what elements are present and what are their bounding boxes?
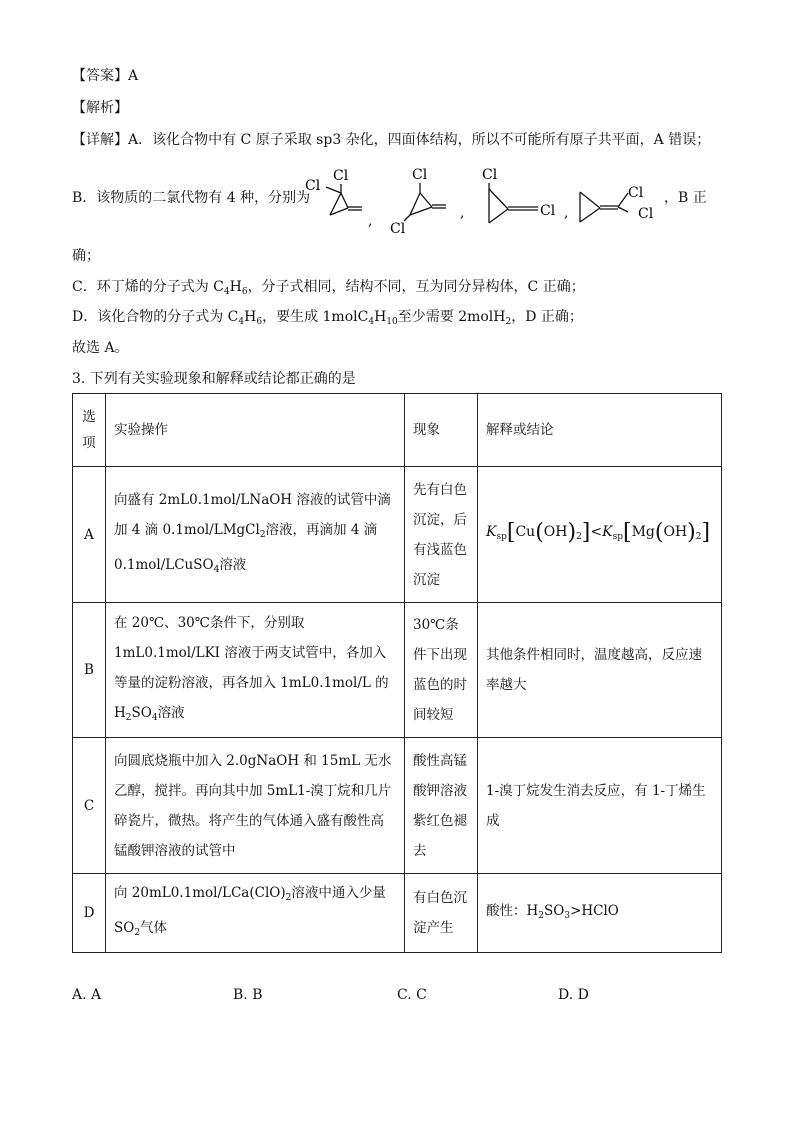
question-title: 3. 下列有关实验现象和解释或结论都正确的是 (72, 371, 356, 387)
cl-label: Cl (638, 206, 654, 222)
subscript: 2 (134, 928, 141, 938)
detail-b-suffix: ，B 正 (664, 190, 707, 206)
text: < (590, 524, 603, 540)
detail-label: 【详解】 (72, 132, 128, 148)
cl-label: Cl (333, 168, 349, 184)
conclusion-cell (478, 467, 722, 603)
subscript: 6 (241, 287, 248, 297)
answer-line (72, 66, 138, 86)
subscript: 10 (386, 317, 398, 327)
table-row (73, 467, 722, 603)
operation-cell (106, 874, 405, 953)
text: 气体 (140, 920, 168, 936)
choice-a[interactable]: A. A (72, 987, 102, 1003)
table-row (73, 874, 722, 953)
svg-text:,: , (564, 205, 569, 221)
subscript: 2 (695, 532, 702, 542)
structure-2 (388, 163, 468, 239)
text: SO (131, 704, 152, 721)
answer-value: A (128, 68, 139, 84)
header-option: 选项 (73, 394, 106, 467)
text: Cu (515, 524, 536, 540)
text: 至少需要 2molH (397, 309, 506, 325)
detail-c (72, 277, 585, 302)
conclusion-cell: 1-溴丁烷发生消去反应，有 1-丁烯生成 (478, 738, 722, 874)
text: 溶液 (157, 704, 185, 721)
conclusion-cell (478, 874, 722, 953)
subscript: 2 (505, 317, 512, 327)
text: ，要生成 1molC (262, 309, 369, 325)
subscript: 2 (259, 529, 266, 540)
cl-label: Cl (390, 221, 406, 237)
phenomenon-cell: 有白色沉淀产生 (405, 874, 478, 953)
header-phenomenon: 现象 (405, 394, 478, 467)
structure-3 (476, 165, 576, 237)
subscript: 2 (285, 893, 292, 903)
subscript: sp (612, 532, 623, 542)
subscript: 4 (238, 317, 245, 327)
option-cell: A (73, 467, 106, 603)
option-cell: B (73, 603, 106, 738)
header-operation: 实验操作 (106, 394, 405, 467)
text: 在 20℃、30℃条件下，分别取 1mL0.1mol/LKI 溶液于两支试管中，各加入等量的淀粉溶液，再各加入 1mL0.1mol/L 的 H (114, 614, 389, 721)
choice-b[interactable]: B. B (233, 987, 263, 1003)
text: ，D 正确； (511, 309, 583, 325)
cl-label: Cl (412, 167, 428, 183)
text: OH (543, 524, 568, 540)
header-conclusion: 解释或结论 (478, 394, 722, 467)
answer-label: 【答案】 (72, 68, 128, 84)
cl-label: Cl (540, 203, 556, 219)
svg-text:,: , (460, 205, 465, 221)
subscript: 4 (368, 317, 375, 327)
text: D．该化合物的分子式为 C (72, 309, 239, 325)
structure-1 (300, 165, 380, 237)
subscript: 4 (223, 287, 230, 297)
detail-d (72, 307, 583, 332)
operation-cell (106, 603, 405, 738)
table-header-row (73, 394, 722, 467)
table-row (73, 603, 722, 738)
text: Mg (631, 524, 655, 540)
subscript: 2 (576, 532, 582, 542)
detail-b-cont: 确； (72, 248, 100, 264)
text: K (486, 524, 497, 540)
phenomenon-cell: 先有白色沉淀，后有浅蓝色沉淀 (405, 467, 478, 603)
conclusion-cell: 其他条件相同时，温度越高，反应速率越大 (478, 603, 722, 738)
subscript: 6 (256, 317, 263, 327)
cl-label: Cl (628, 185, 644, 201)
subscript: 2 (125, 712, 132, 723)
text: H (229, 279, 242, 295)
text: C．环丁烯的分子式为 C (72, 279, 224, 295)
subscript: 3 (564, 910, 571, 921)
svg-text:,: , (368, 213, 373, 229)
text: 向 20mL0.1mol/LCa(ClO) (114, 885, 286, 901)
text: 溶液，再滴加 4 滴 0.1mol/LCuSO (114, 521, 378, 573)
analysis-heading: 【解析】 (72, 100, 128, 116)
experiment-table (72, 393, 722, 953)
subscript: 4 (213, 564, 220, 575)
option-cell: C (73, 738, 106, 874)
text: H (374, 309, 387, 325)
text: K (602, 524, 613, 540)
detail-a-text: A．该化合物中有 C 原子采取 sp3 杂化，四面体结构，所以不可能所有原子共平面，A 错误； (128, 132, 711, 148)
phenomenon-cell: 30℃条件下出现蓝色的时间较短 (405, 603, 478, 738)
detail-b-prefix: B．该物质的二氯代物有 4 种，分别为 (72, 190, 311, 206)
text: 酸性：H (486, 902, 539, 919)
subscript: sp (496, 532, 507, 542)
text: 溶液中通入少量 SO (114, 885, 386, 936)
detail-conclusion: 故选 A。 (72, 340, 129, 356)
structure-4 (576, 176, 676, 236)
phenomenon-cell: 酸性高锰酸钾溶液紫红色褪去 (405, 738, 478, 874)
subscript: 4 (151, 712, 158, 723)
text: 溶液 (219, 556, 247, 573)
detail-a (72, 130, 710, 150)
subscript: 2 (538, 910, 545, 921)
ksp-expression: $K_{sp}[Cu(OH)_2]<K_{sp}[Mg(OH)_2]$ (486, 520, 711, 545)
cl-label: Cl (482, 167, 498, 183)
text: >HClO (570, 902, 619, 919)
table-row (73, 738, 722, 874)
text: 向盛有 2mL0.1mol/LNaOH 溶液的试管中滴加 4 滴 0.1mol/LMgCl (114, 491, 391, 538)
choice-c[interactable]: C. C (397, 987, 427, 1003)
operation-cell (106, 467, 405, 603)
operation-cell: 向圆底烧瓶中加入 2.0gNaOH 和 15mL 无水乙醇，搅拌。再向其中加 5mL1-溴丁烷和几片碎瓷片，微热。将产生的气体通入盛有酸性高锰酸钾溶液的试管中 (106, 738, 405, 874)
choice-d[interactable]: D. D (558, 987, 589, 1003)
text: H (244, 309, 257, 325)
text: OH (663, 524, 688, 540)
option-cell: D (73, 874, 106, 953)
text: ，分子式相同，结构不同，互为同分异构体，C 正确； (247, 279, 585, 295)
text: SO (544, 902, 565, 919)
cl-label: Cl (305, 178, 321, 194)
